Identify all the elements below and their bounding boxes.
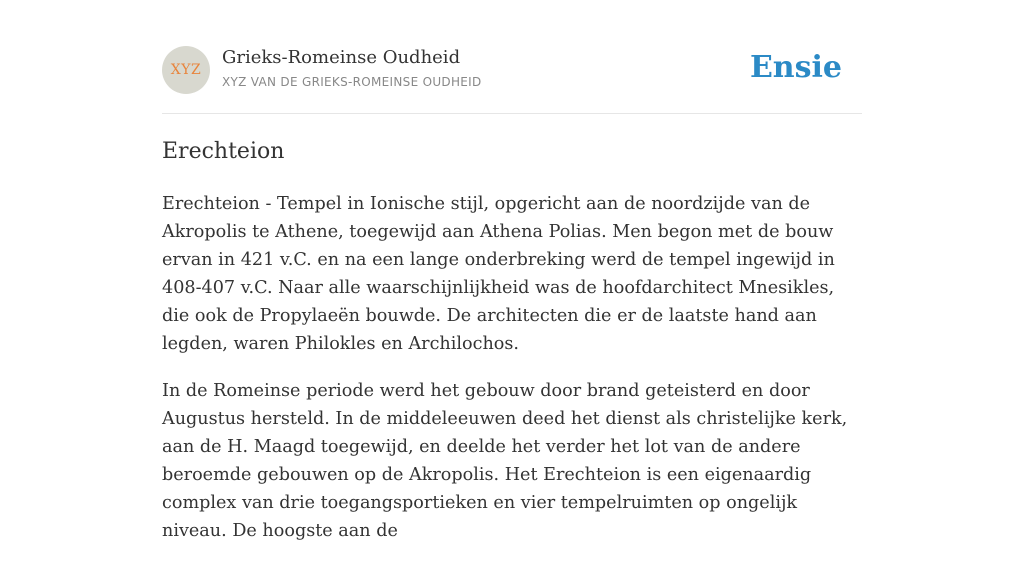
site-header	[162, 46, 862, 96]
article-paragraph: Erechteion - Tempel in Ionische stijl, opgericht aan de noordzijde van de Akropolis te Athene, toegewijd aan Athena Polias. Men begon met de bouw ervan in 421 v.C. en na een lange onderbreking werd de tempel ingewijd in 408-407 v.C. Naar alle waarschijnlijkheid was de hoofdarchitect Mnesikles, die ook de Propylaeën bouwde. De architecten die er de laatste hand aan legden, waren Philokles en Archilochos.	[162, 194, 835, 354]
site-subtitle: XYZ VAN DE GRIEKS-ROMEINSE OUDHEID	[222, 75, 482, 89]
article-title: Erechteion	[162, 139, 285, 164]
page	[162, 0, 862, 541]
avatar[interactable]: XYZ	[162, 46, 210, 94]
site-title-link[interactable]: Grieks-Romeinse Oudheid	[222, 47, 461, 68]
article-body	[162, 190, 864, 564]
header-divider	[162, 113, 862, 114]
brand-logo-link[interactable]: Ensie	[749, 50, 842, 85]
article-paragraph: In de Romeinse periode werd het gebouw door brand geteisterd en door Augustus hersteld. In de middeleeuwen deed het dienst als christelijke kerk, aan de H. Maagd toegewijd, en deelde het verder het lot van de andere beroemde gebouwen op de Akropolis. Het Erechteion is een eigenaardig complex van drie toegangsportieken en vier tempelruimten op ongelijk niveau. De hoogste aan de	[162, 381, 848, 541]
